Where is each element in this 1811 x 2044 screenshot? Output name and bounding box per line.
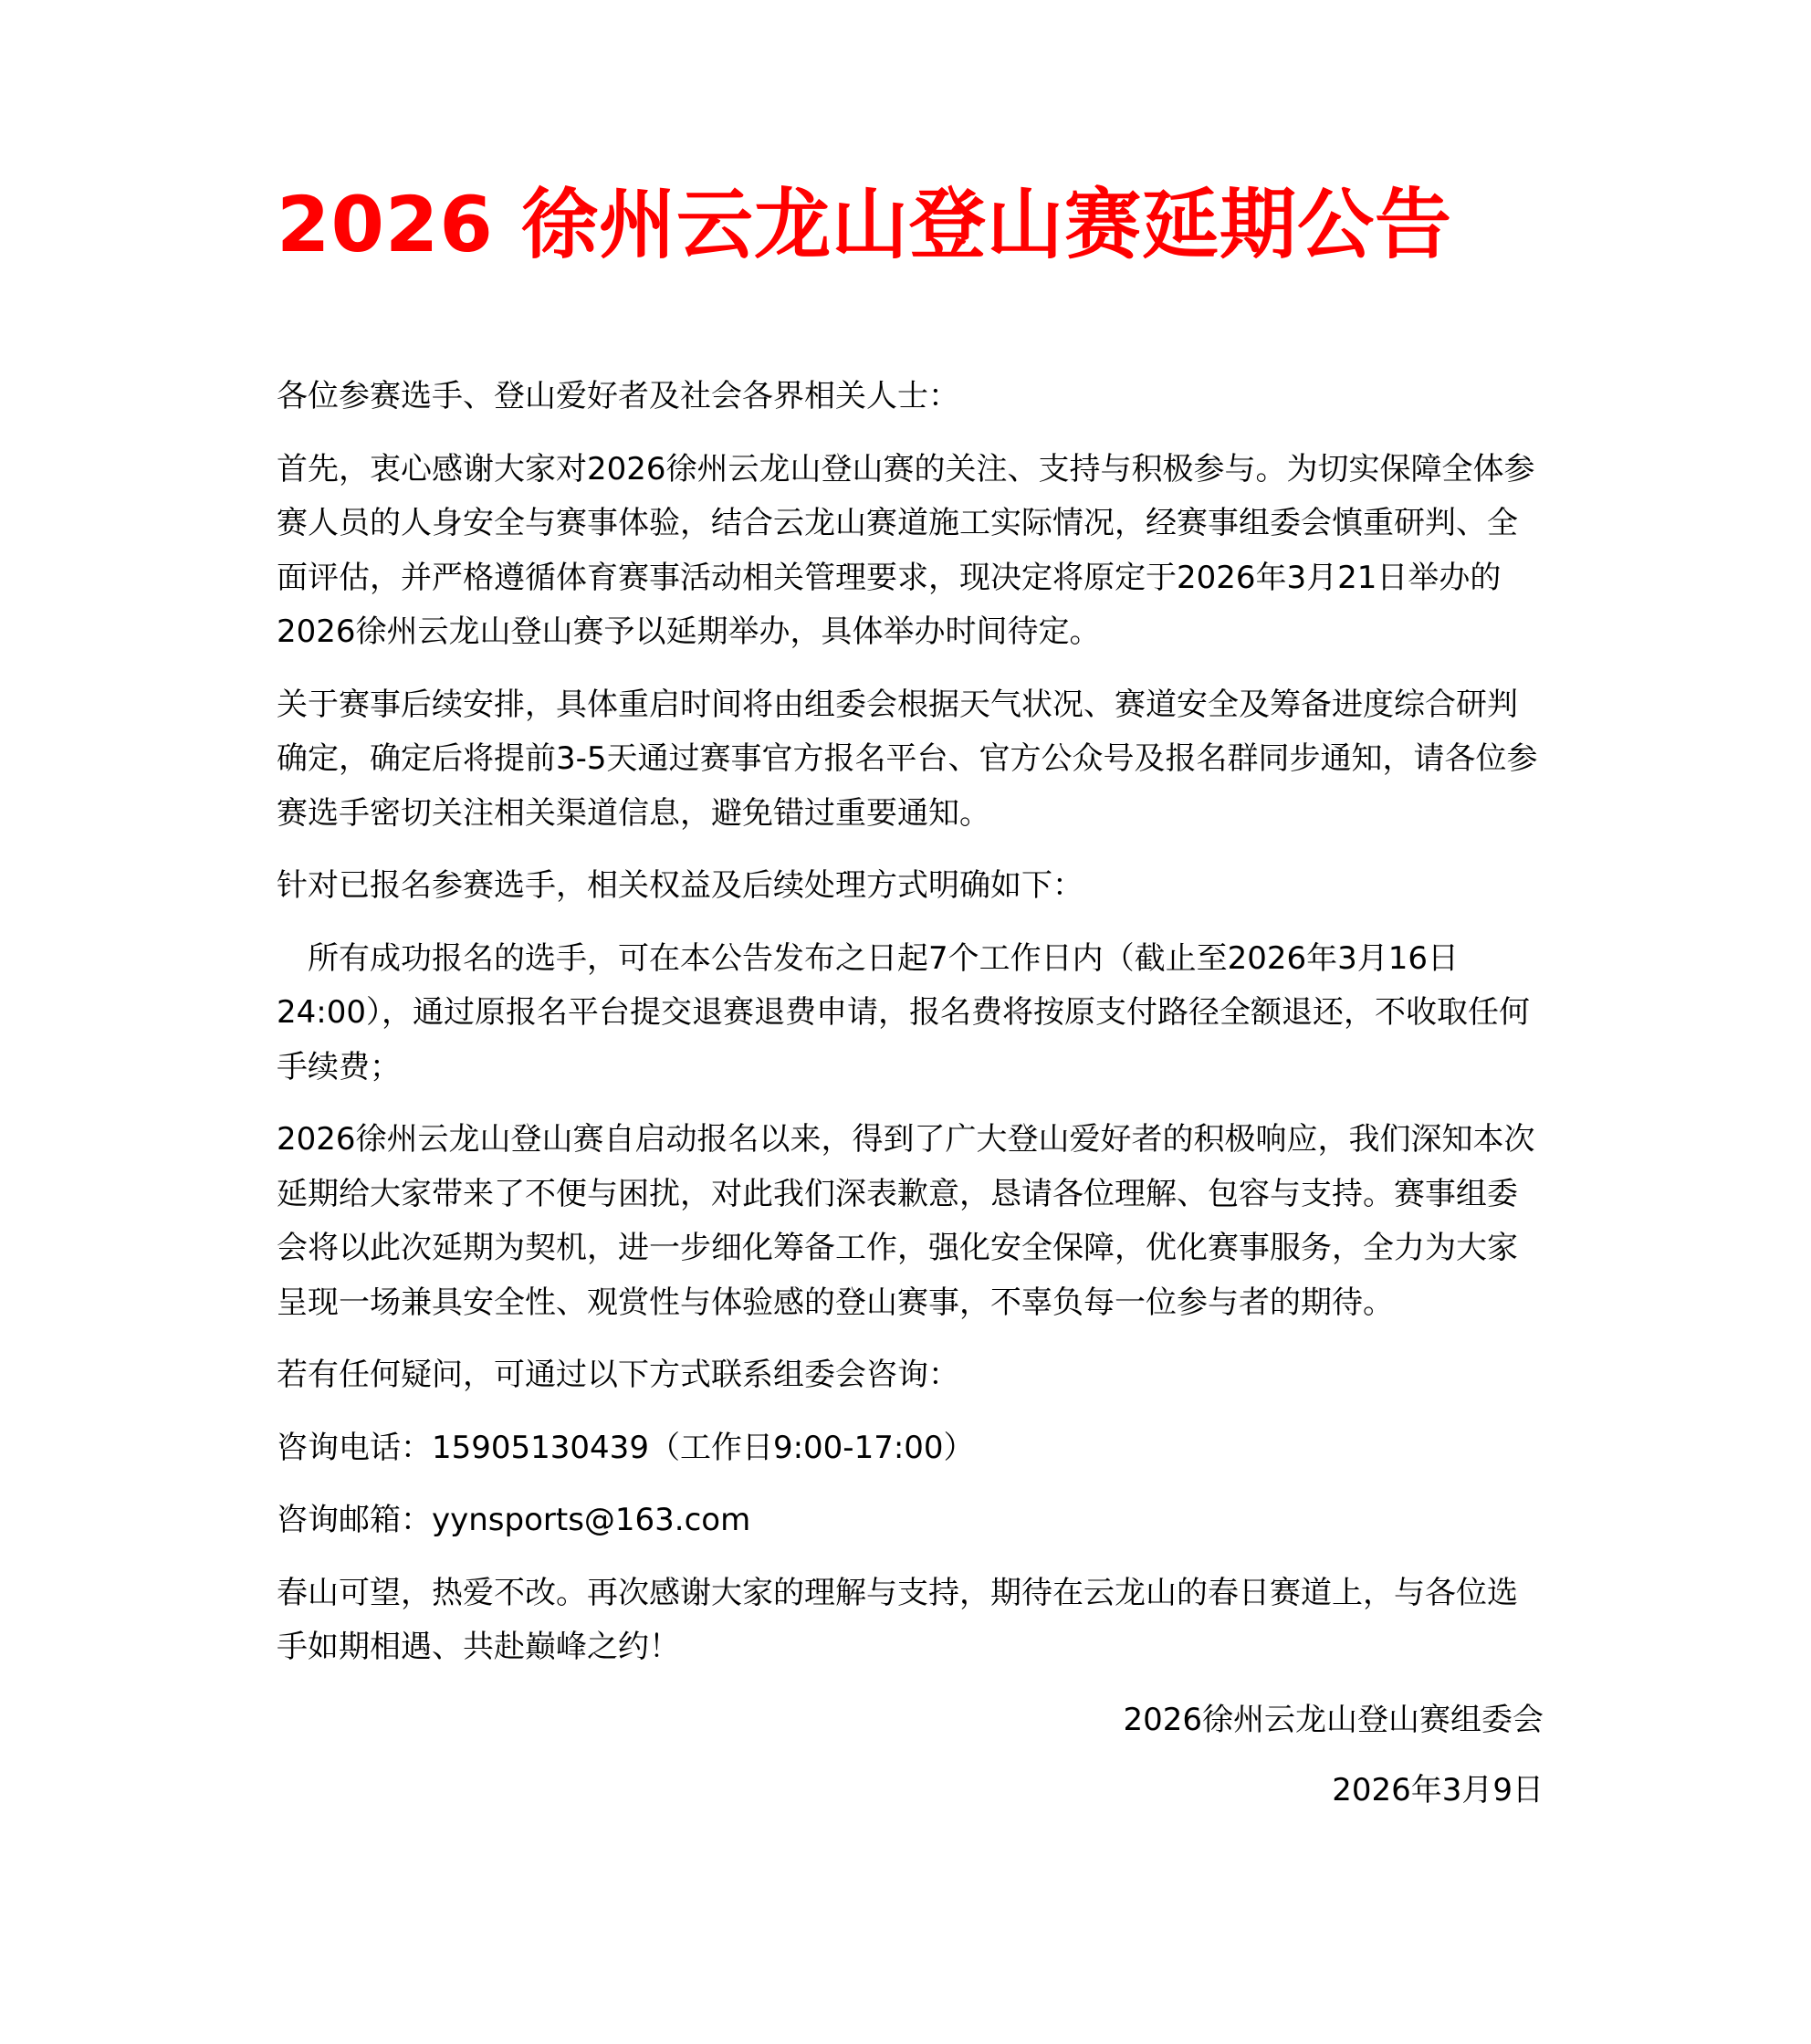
document-title: 2026 徐州云龙山登山赛延期公告 [277, 180, 1453, 269]
paragraph-contact-intro: 若有任何疑问，可通过以下方式联系组委会咨询： [277, 1357, 959, 1393]
paragraph-closing: 春山可望，热爱不改。再次感谢大家的理解与支持，期待在云龙山的春日赛道上，与各位选手如期相遇、共赴巅峰之约！ [277, 1574, 1518, 1665]
signature: 2026徐州云龙山登山赛组委会 [1123, 1701, 1544, 1738]
paragraph-registered-intro: 针对已报名参赛选手，相关权益及后续处理方式明确如下： [277, 867, 1083, 904]
document-body [277, 370, 1544, 1837]
contact-email: 咨询邮箱：yynsports@163.com [277, 1502, 751, 1538]
greeting: 各位参赛选手、登山爱好者及社会各界相关人士： [277, 378, 959, 414]
paragraph-intro: 首先，衷心感谢大家对2026徐州云龙山登山赛的关注、支持与积极参与。为切实保障全体参赛人员的人身安全与赛事体验，结合云龙山赛道施工实际情况，经赛事组委会慎重研判、全面评估，并严格遵循体育赛事活动相关管理要求，现决定将原定于2026年3月21日举办的2026徐州云龙山登山赛予以延期举办，具体举办时间待定。 [277, 450, 1535, 650]
paragraph-apology: 2026徐州云龙山登山赛自启动报名以来，得到了广大登山爱好者的积极响应，我们深知本次延期给大家带来了不便与困扰，对此我们深表歉意，恳请各位理解、包容与支持。赛事组委会将以此次延期为契机，进一步细化筹备工作，强化安全保障，优化赛事服务，全力为大家呈现一场兼具安全性、观赏性与体验感的登山赛事，不辜负每一位参与者的期待。 [277, 1121, 1535, 1321]
paragraph-follow-up: 关于赛事后续安排，具体重启时间将由组委会根据天气状况、赛道安全及筹备进度综合研判确定，确定后将提前3-5天通过赛事官方报名平台、官方公众号及报名群同步通知，请各位参赛选手密切关注相关渠道信息，避免错过重要通知。 [277, 686, 1538, 832]
document-date: 2026年3月9日 [1332, 1772, 1544, 1808]
contact-phone: 咨询电话：15905130439（工作日9:00-17:00） [277, 1429, 975, 1466]
paragraph-refund: 所有成功报名的选手，可在本公告发布之日起7个工作日内（截止至2026年3月16日24:00），通过原报名平台提交退赛退费申请，报名费将按原支付路径全额退还，不收取任何手续费； [277, 939, 1530, 1085]
